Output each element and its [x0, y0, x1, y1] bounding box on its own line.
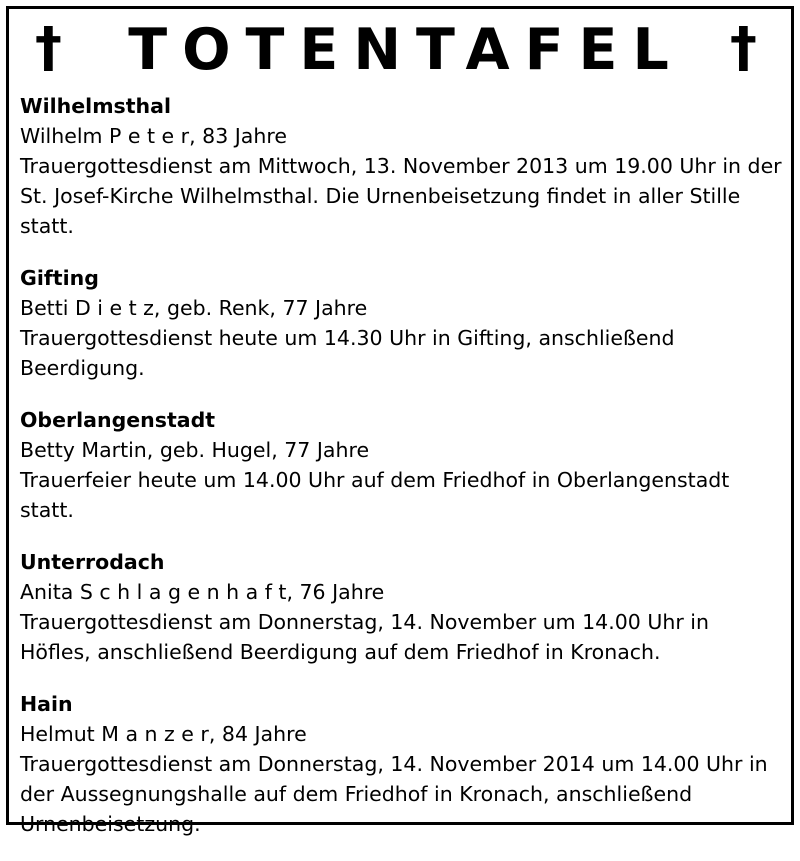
entry-person: Betti D i e t z, geb. Renk, 77 Jahre [20, 296, 368, 320]
notice-header [9, 9, 791, 88]
cross-icon-right: † [730, 16, 757, 79]
entry-person: Helmut M a n z e r, 84 Jahre [20, 722, 307, 746]
entry-service: Trauergottesdienst am Donnerstag, 14. November um 14.00 Uhr in Höfles, anschließend Beerdigung auf dem Friedhof in Kronach. [20, 610, 709, 664]
obituary-list [20, 91, 785, 861]
entry-service: Trauergottesdienst am Mittwoch, 13. November 2013 um 19.00 Uhr in der St. Josef-Kirche Wilhelmsthal. Die Urnenbeisetzung findet in aller Stille statt. [20, 154, 782, 238]
entry-place: Oberlangenstadt [20, 408, 216, 432]
obituary-notice-frame [6, 6, 794, 836]
entry-place: Gifting [20, 266, 99, 290]
entry-person: Anita S c h l a g e n h a f t, 76 Jahre [20, 580, 385, 604]
entry-service: Trauerfeier heute um 14.00 Uhr auf dem Friedhof in Oberlangenstadt statt. [20, 468, 730, 522]
entry-person: Wilhelm P e t e r, 83 Jahre [20, 124, 287, 148]
obituary-entry-hain [20, 689, 785, 839]
obituary-entry-wilhelmsthal [20, 91, 785, 241]
obituary-entry-gifting [20, 263, 785, 383]
cross-icon-left: † [35, 16, 62, 79]
obituary-entry-oberlangenstadt [20, 405, 785, 525]
notice-title: TOTENTAFEL [128, 17, 684, 83]
entry-place: Unterrodach [20, 550, 165, 574]
obituary-entry-unterrodach [20, 547, 785, 667]
entry-place: Hain [20, 692, 73, 716]
entry-person: Betty Martin, geb. Hugel, 77 Jahre [20, 438, 370, 462]
entry-service: Trauergottesdienst heute um 14.30 Uhr in Gifting, anschließend Beerdigung. [20, 326, 675, 380]
entry-service: Trauergottesdienst am Donnerstag, 14. November 2014 um 14.00 Uhr in der Aussegnungshalle auf dem Friedhof in Kronach, anschließend Urnenbeisetzung. [20, 752, 768, 836]
entry-place: Wilhelmsthal [20, 94, 172, 118]
